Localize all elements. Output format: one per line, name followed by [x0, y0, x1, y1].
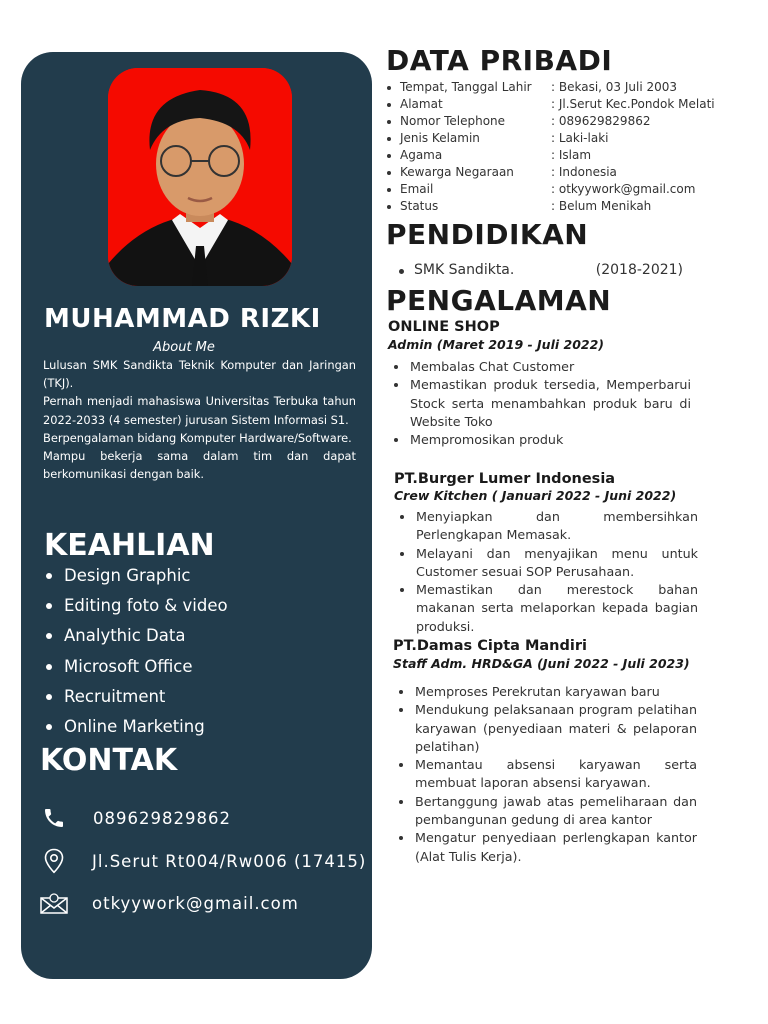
job-company: PT.Burger Lumer Indonesia	[394, 471, 616, 487]
skills-heading: KEAHLIAN	[44, 528, 215, 563]
contact-phone	[40, 803, 231, 833]
duty-item: Bertanggung jawab atas pemeliharaan dan pembangunan gedung di area kantor	[393, 793, 697, 830]
row-label: Alamat	[400, 97, 443, 111]
row-value: : Islam	[551, 148, 592, 162]
experience-heading: PENGALAMAN	[386, 284, 612, 317]
skill-item: Recruitment	[46, 684, 228, 714]
personal-data-row	[387, 79, 715, 96]
duty-item: Melayani dan menyajikan menu untuk Customer sesuai SOP Perusahaan.	[394, 545, 698, 582]
about-paragraph: Pernah menjadi mahasiswa Universitas Terbuka tahun 2022-2033 (4 semester) jurusan Sistem Informasi S1.	[43, 394, 356, 427]
email-envelope-icon	[40, 889, 68, 917]
education-item	[399, 262, 683, 278]
row-label: Email	[400, 182, 434, 196]
personal-data-row	[387, 113, 715, 130]
contact-email	[40, 888, 299, 918]
duty-item: Memproses Perekrutan karyawan baru	[393, 683, 697, 701]
row-label: Tempat, Tanggal Lahir	[400, 80, 532, 94]
job-role: Staff Adm. HRD&GA (Juni 2022 - Juli 2023)	[393, 656, 690, 671]
contact-address	[40, 846, 366, 876]
skill-item: Microsoft Office	[46, 654, 228, 684]
skill-item: Design Graphic	[46, 563, 228, 593]
skills-list	[46, 563, 228, 744]
row-value: : Laki-laki	[551, 131, 609, 145]
job-role: Crew Kitchen ( Januari 2022 - Juni 2022)	[394, 488, 677, 503]
duty-item: Menyiapkan dan membersihkan Perlengkapan Memasak.	[394, 508, 698, 545]
job-company: ONLINE SHOP	[388, 319, 500, 335]
job-role: Admin (Maret 2019 - Juli 2022)	[388, 337, 605, 352]
duty-item: Memastikan dan merestock bahan makanan serta melaporkan kepada bagian produksi.	[394, 581, 698, 636]
personal-data-row	[387, 198, 715, 215]
personal-data-row	[387, 164, 715, 181]
profile-photo	[108, 68, 292, 286]
duty-item: Memantau absensi karyawan serta membuat laporan absensi karyawan.	[393, 756, 697, 793]
duty-item: Memastikan produk tersedia, Memperbarui Stock serta menambahkan produk baru di Website Toko	[388, 376, 691, 431]
row-label: Jenis Kelamin	[400, 131, 480, 145]
row-label: Agama	[400, 148, 443, 162]
duty-item: Mempromosikan produk	[388, 431, 691, 449]
about-paragraph: Mampu bekerja sama dalam tim dan dapat berkomunikasi dengan baik.	[43, 449, 356, 482]
row-value: : Bekasi, 03 Juli 2003	[551, 80, 678, 94]
duty-item: Mendukung pelaksanaan program pelatihan karyawan (penyediaan materi & pelaporan pelatihan)	[393, 701, 697, 756]
about-paragraph: Berpengalaman bidang Komputer Hardware/Software.	[43, 430, 352, 445]
address-text: Jl.Serut Rt004/Rw006 (17415)	[92, 851, 367, 871]
job-duties-list	[388, 358, 691, 449]
phone-number: 089629829862	[93, 808, 231, 828]
about-me-title: About Me	[153, 340, 215, 355]
duty-item: Membalas Chat Customer	[388, 358, 691, 376]
school-years: (2018-2021)	[595, 262, 683, 278]
row-value: : Belum Menikah	[551, 199, 652, 213]
row-value: : Jl.Serut Kec.Pondok Melati	[551, 97, 715, 111]
location-pin-icon	[40, 847, 68, 875]
personal-data-heading: DATA PRIBADI	[386, 44, 613, 77]
school-name: SMK Sandikta.	[414, 262, 515, 278]
skill-item: Analythic Data	[46, 623, 228, 653]
email-text: otkyywork@gmail.com	[92, 893, 299, 913]
about-paragraph: Lulusan SMK Sandikta Teknik Komputer dan Jaringan (TKJ).	[43, 358, 356, 391]
personal-data-row	[387, 147, 715, 164]
skill-item: Online Marketing	[46, 714, 228, 744]
duty-item: Mengatur penyediaan perlengkapan kantor (Alat Tulis Kerja).	[393, 829, 697, 866]
job-duties-list	[394, 508, 698, 636]
row-value: : otkyywork@gmail.com	[551, 182, 696, 196]
row-label: Kewarga Negaraan	[400, 165, 514, 179]
row-value: : 089629829862	[551, 114, 651, 128]
about-me-text	[43, 356, 356, 483]
row-value: : Indonesia	[551, 165, 617, 179]
contact-heading: KONTAK	[40, 743, 178, 778]
personal-data-row	[387, 130, 715, 147]
row-label: Nomor Telephone	[400, 114, 506, 128]
skill-item: Editing foto & video	[46, 593, 228, 623]
personal-data-row	[387, 96, 715, 113]
profile-name: MUHAMMAD RIZKI	[44, 304, 321, 334]
row-label: Status	[400, 199, 439, 213]
personal-data-row	[387, 181, 715, 198]
phone-icon	[40, 804, 68, 832]
personal-data-list	[387, 79, 715, 215]
job-duties-list	[393, 683, 697, 866]
education-heading: PENDIDIKAN	[386, 218, 589, 251]
job-company: PT.Damas Cipta Mandiri	[393, 638, 587, 654]
